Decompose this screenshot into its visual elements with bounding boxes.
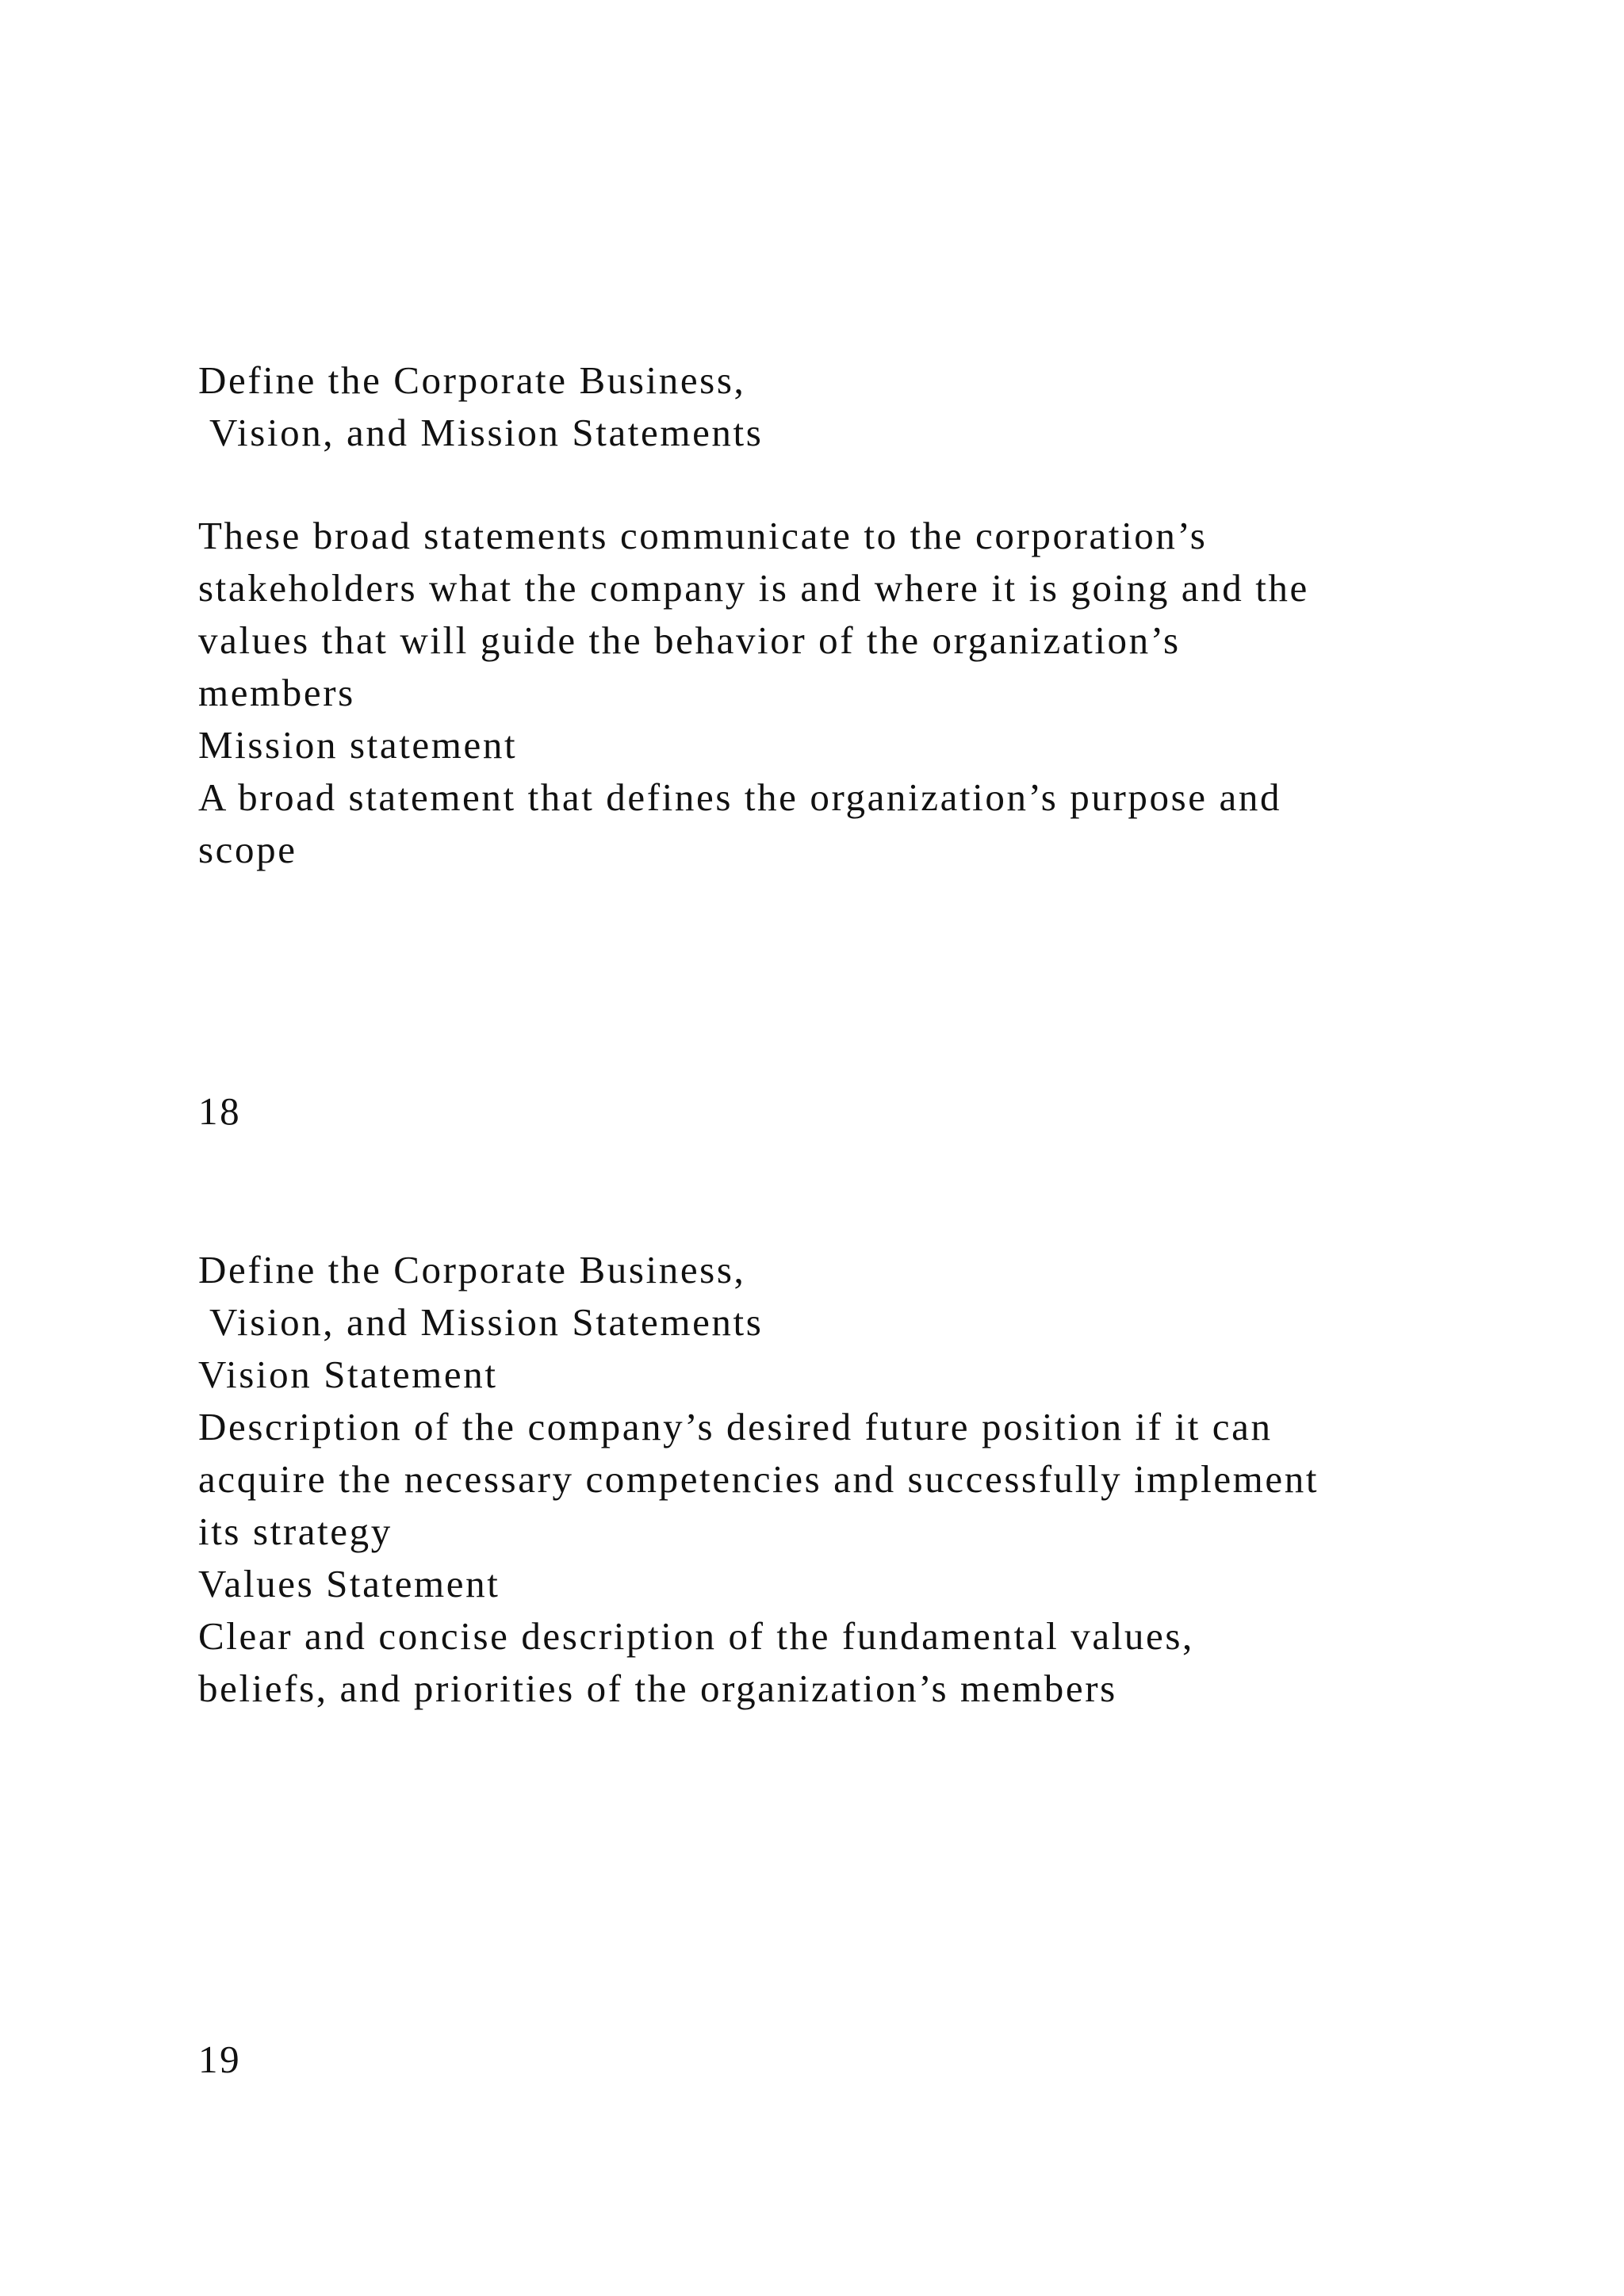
mission-statement-line: A broad statement that defines the organization’s purpose and	[198, 775, 1282, 819]
vision-statement-line: its strategy	[198, 1510, 393, 1553]
page-number-18: 18	[198, 1089, 242, 1133]
section-2-title-line-1: Define the Corporate Business,	[198, 1248, 746, 1292]
section-1-title-line-1: Define the Corporate Business,	[198, 358, 746, 402]
mission-statement-heading: Mission statement	[198, 723, 518, 767]
section-1-intro-line: stakeholders what the company is and where it is going and the	[198, 566, 1309, 610]
page-number-19: 19	[198, 2038, 242, 2081]
section-1-title-line-2: Vision, and Mission Statements	[198, 411, 764, 454]
vision-statement-line: acquire the necessary competencies and successfully implement	[198, 1457, 1320, 1501]
vision-statement-heading: Vision Statement	[198, 1353, 498, 1396]
section-1-intro-line: These broad statements communicate to the corporation’s	[198, 514, 1208, 557]
values-statement-heading: Values Statement	[198, 1562, 500, 1605]
mission-statement-line: scope	[198, 828, 297, 871]
values-statement-line: Clear and concise description of the fundamental values,	[198, 1614, 1194, 1658]
section-1-intro-line: members	[198, 671, 355, 714]
section-1-intro-line: values that will guide the behavior of the organization’s	[198, 618, 1181, 662]
vision-statement-line: Description of the company’s desired future position if it can	[198, 1405, 1273, 1448]
values-statement-line: beliefs, and priorities of the organization’s members	[198, 1667, 1117, 1710]
section-2-title-line-2: Vision, and Mission Statements	[198, 1300, 764, 1344]
